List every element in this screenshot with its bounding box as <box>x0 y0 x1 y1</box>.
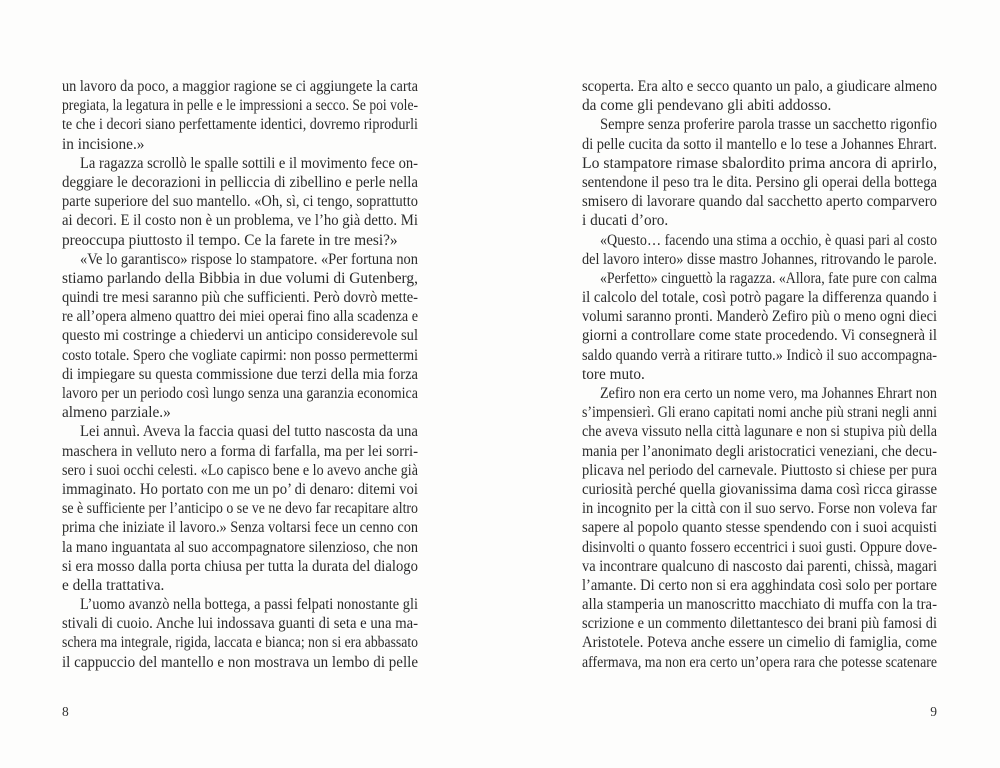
text-line <box>582 346 937 365</box>
text-line-content: il calcolo del totale, così potrò pagare la differenza quando i <box>582 289 937 307</box>
text-line <box>582 115 937 134</box>
text-line-content: in incognito per la città con il suo servo. Forse non voleva far <box>582 500 937 518</box>
text-line-content: Aristotele. Poteva anche essere un cimelio di famiglia, come <box>582 634 937 652</box>
text-line <box>62 480 418 499</box>
text-line-content: parte superiore del suo mantello. «Oh, sì, ci tengo, soprattutto <box>62 193 418 211</box>
text-line <box>62 135 418 154</box>
text-line-content: saldo quando verrà a ritirare tutto.» Indicò il suo accompagna- <box>582 346 937 364</box>
text-line-content: «Ve lo garantisco» rispose lo stampatore. «Per fortuna non <box>80 250 418 268</box>
text-line-content: Zefiro non era certo un nome vero, ma Johannes Ehrart non <box>600 385 937 402</box>
text-line <box>582 576 937 595</box>
text-line-content: stiamo parlando della Bibbia in due volumi di Gutenberg, <box>62 269 418 287</box>
text-line <box>582 461 937 480</box>
text-line-content: giorni a controllare come state procedendo. Vi consegnerà il <box>582 327 937 345</box>
text-line <box>62 576 418 595</box>
text-line <box>62 653 418 672</box>
page-left-text-block <box>62 77 418 672</box>
text-line-content: pregiata, la legatura in pelle e le impressioni a secco. Se poi vole- <box>62 97 418 115</box>
text-line <box>582 77 937 96</box>
text-line <box>582 595 937 614</box>
text-line-content: quindi tre mesi saranno più che sufficienti. Però dovrò mette- <box>62 289 418 307</box>
text-line-content: L’uomo avanzò nella bottega, a passi felpati nonostante gli <box>80 596 418 614</box>
text-line <box>62 77 418 96</box>
text-line <box>62 192 418 211</box>
text-line-content: preoccupa piuttosto il tempo. Ce la farete in tre mesi?» <box>62 231 398 249</box>
text-line <box>582 518 937 537</box>
text-line <box>62 307 418 326</box>
text-line <box>62 269 418 288</box>
text-line <box>62 154 418 173</box>
text-line-content: la mano inguantata al suo accompagnatore silenzioso, che non <box>62 538 418 556</box>
text-line-content: di pelle cucita da sotto il mantello e lo tese a Johannes Ehrart. <box>582 135 937 153</box>
text-line-content: sero i suoi occhi celesti. «Lo capisco bene e lo avevo anche già <box>62 461 418 479</box>
text-line <box>582 154 937 173</box>
text-line <box>582 422 937 441</box>
text-line <box>582 211 937 230</box>
text-line-content: affermava, ma non era certo un’opera rara che potesse scatenare <box>582 653 937 671</box>
text-line-content: sentendone il peso tra le dita. Persino gli operai della bottega <box>582 173 937 191</box>
text-line <box>62 422 418 441</box>
text-line-content: ai decori. E il costo non è un problema, ve l’ho già detto. Mi <box>62 212 418 230</box>
text-line-content: stivali di cuoio. Anche lui indossava guanti di seta e una ma- <box>62 615 418 633</box>
text-line-content: tore muto. <box>582 365 645 383</box>
text-line-content: immaginato. Ho portato con me un po’ di denaro: ditemi voi <box>62 480 418 498</box>
text-line <box>582 403 937 422</box>
text-line-content: i ducati d’oro. <box>582 212 669 230</box>
text-line <box>582 135 937 154</box>
text-line-content: del lavoro intero» disse mastro Johannes, ritrovando le parole. <box>582 250 937 268</box>
text-line <box>62 557 418 576</box>
text-line-content: sapere al popolo quanto stesse spendendo con i suoi acquisti <box>582 519 937 537</box>
text-line <box>62 403 418 422</box>
text-line-content: alla stamperia un manoscritto macchiato di muffa con la tra- <box>582 596 937 614</box>
text-line <box>582 96 937 115</box>
text-line <box>582 269 937 288</box>
text-line-content: che aveva vissuto nella città lagunare e non si stupiva più della <box>582 423 937 441</box>
text-line <box>62 346 418 365</box>
text-line <box>582 326 937 345</box>
text-line <box>62 115 418 134</box>
text-line-content: questo mi costringe a chiedervi un anticipo considerevole sul <box>62 327 418 345</box>
text-line <box>582 288 937 307</box>
text-line-content: s’impensierì. Gli erano capitati nomi anche più strani negli anni <box>582 404 937 422</box>
text-line <box>62 96 418 115</box>
text-line-content: in incisione.» <box>62 135 145 153</box>
text-line <box>582 442 937 461</box>
text-line-content: di impiegare su questa commissione due terzi della mia forza <box>62 365 418 383</box>
text-line-content: prima che iniziate il lavoro.» Senza voltarsi fece un cenno con <box>62 519 418 537</box>
text-line <box>582 653 937 672</box>
text-line-content: mania per l’anonimato degli aristocratici veneziani, che decu- <box>582 442 937 460</box>
text-line-content: si era mosso dalla porta chiusa per tutta la durata del dialogo <box>62 557 418 575</box>
text-line-content: se è sufficiente per l’anticipo o se ve ne devo far recapitare altro <box>62 500 418 518</box>
text-line <box>62 288 418 307</box>
text-line <box>582 480 937 499</box>
text-line <box>582 231 937 250</box>
text-line-content: «Questo… facendo una stima a occhio, è quasi pari al costo <box>600 231 937 249</box>
text-line <box>62 365 418 384</box>
text-line-content: almeno parziale.» <box>62 404 171 422</box>
text-line <box>582 173 937 192</box>
page-right <box>582 0 937 768</box>
text-line-content: plicava nel periodo del carnevale. Piuttosto si chiese per pura <box>582 461 937 479</box>
text-line-content: costo totale. Spero che vogliate capirmi: non posso permettermi <box>62 346 418 364</box>
text-line <box>62 231 418 250</box>
text-line-content: Lo stampatore rimase sbalordito prima ancora di aprirlo, <box>582 154 937 172</box>
text-line <box>582 614 937 633</box>
text-line-content: Lei annuì. Aveva la faccia quasi del tutto nascosta da una <box>80 423 418 441</box>
text-line-content: l’amante. Di certo non si era agghindata così solo per portare <box>582 576 937 594</box>
text-line <box>582 307 937 326</box>
text-line-content: un lavoro da poco, a maggior ragione se ci aggiungete la carta <box>62 78 418 95</box>
text-line <box>62 442 418 461</box>
text-line-content: va incontrare qualcuno di nascosto dai parenti, chissà, magari <box>582 557 937 575</box>
text-line <box>62 538 418 557</box>
text-line <box>62 326 418 345</box>
text-line-content: re all’opera almeno quattro dei miei operai fino alla scadenza e <box>62 308 418 326</box>
text-line <box>582 250 937 269</box>
text-line-content: curiosità perché quella giovanissima dama così ricca girasse <box>582 480 937 498</box>
text-line <box>62 173 418 192</box>
text-line-content: scrizione e un commento dilettantesco dei brani più famosi di <box>582 615 937 633</box>
page-right-text-block <box>582 77 937 672</box>
text-line-content: La ragazza scrollò le spalle sottili e il movimento fece on- <box>80 154 418 172</box>
text-line-content: il cappuccio del mantello e non mostrava un lembo di pelle <box>62 653 418 671</box>
text-line-content: e della trattativa. <box>62 576 165 594</box>
text-line-content: disinvolti o quanto fossero eccentrici i suoi gusti. Oppure dove- <box>582 538 937 556</box>
text-line-content: smisero di lavorare quando dal sacchetto aperto comparvero <box>582 193 937 211</box>
text-line <box>582 538 937 557</box>
text-line <box>582 557 937 576</box>
text-line-content: te che i decori siano perfettamente identici, dovremo riprodurli <box>62 116 418 134</box>
text-line <box>582 384 937 403</box>
text-line-content: maschera in velluto nero a forma di farfalla, ma per lei sorri- <box>62 442 418 460</box>
text-line <box>582 365 937 384</box>
text-line <box>582 499 937 518</box>
text-line-content: deggiare le decorazioni in pelliccia di zibellino e perle nella <box>62 173 418 191</box>
text-line <box>62 595 418 614</box>
text-line-content: da come gli pendevano gli abiti addosso. <box>582 97 832 115</box>
text-line <box>62 499 418 518</box>
text-line <box>62 211 418 230</box>
text-line-content: volumi saranno pronti. Manderò Zefiro più o meno ogni dieci <box>582 308 937 326</box>
page-number-right: 9 <box>930 704 937 719</box>
text-line <box>62 384 418 403</box>
text-line <box>62 518 418 537</box>
text-line <box>582 192 937 211</box>
text-line-content: schera ma integrale, rigida, laccata e bianca; non si era abbassato <box>62 634 418 652</box>
text-line <box>62 250 418 269</box>
text-line-content: Sempre senza proferire parola trasse un sacchetto rigonfio <box>600 116 937 134</box>
page-left <box>62 0 418 768</box>
text-line-content: scoperta. Era alto e secco quanto un palo, a giudicare almeno <box>582 78 937 95</box>
text-line-content: lavoro per un periodo così lungo senza una garanzia economica <box>62 385 418 402</box>
text-line <box>62 461 418 480</box>
text-line <box>62 633 418 652</box>
text-line <box>582 633 937 652</box>
text-line <box>62 614 418 633</box>
text-line-content: «Perfetto» cinguettò la ragazza. «Allora, fate pure con calma <box>600 269 937 287</box>
page-number-left: 8 <box>62 704 69 719</box>
